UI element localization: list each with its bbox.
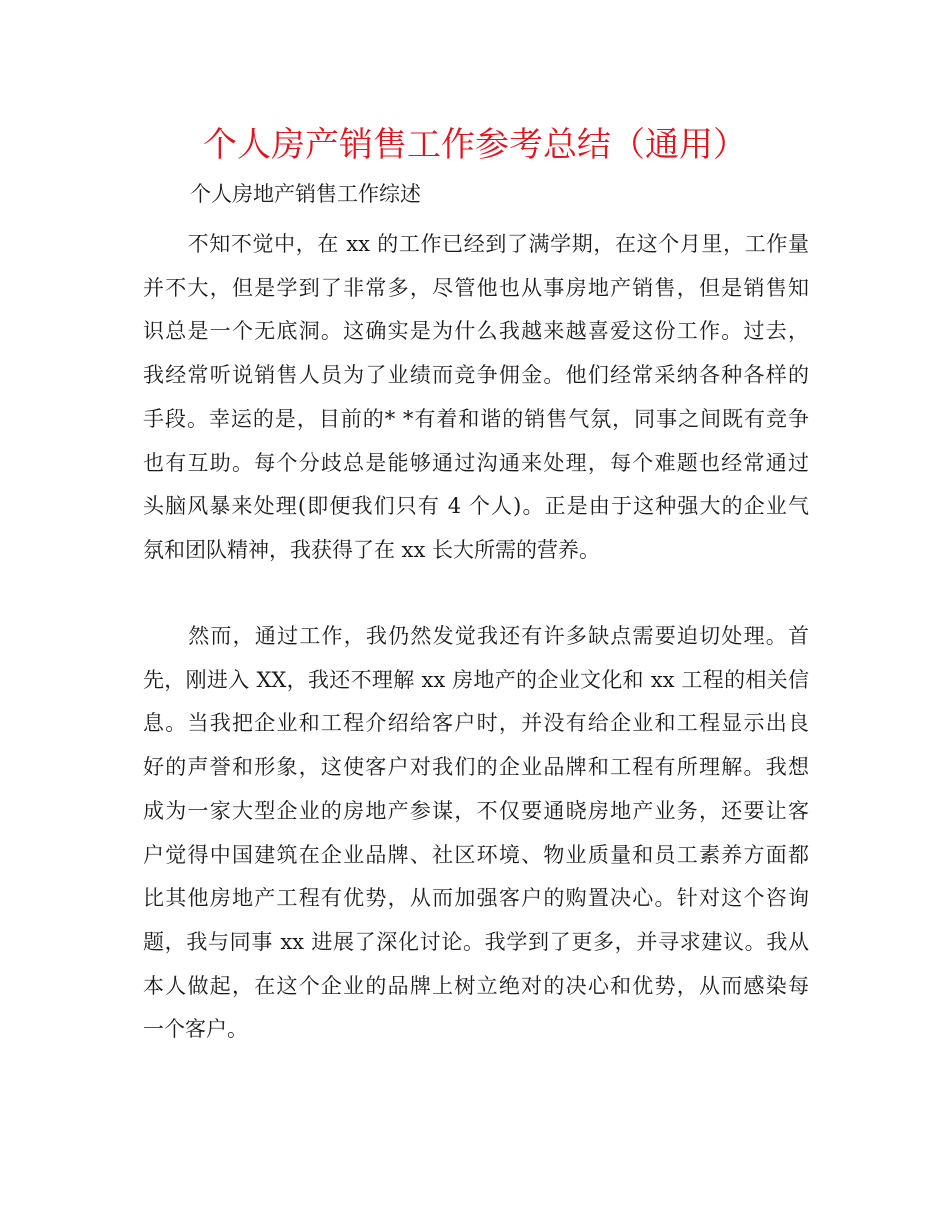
document-subtitle: 个人房地产销售工作综述 (190, 182, 421, 206)
paragraph-line: 比其他房地产工程有优势，从而加强客户的购置决心。针对这个咨询 (143, 886, 809, 911)
paragraph-line: 识总是一个无底洞。这确实是为什么我越来越喜爱这份工作。过去， (143, 319, 809, 344)
paragraph-line: 一个客户。 (143, 1017, 248, 1042)
paragraph-line: 然而，通过工作，我仍然发觉我还有许多缺点需要迫切处理。首 (187, 624, 809, 648)
paragraph-line: 成为一家大型企业的房地产参谋，不仅要通晓房地产业务，还要让客 (143, 798, 809, 823)
paragraph-line: 手段。幸运的是，目前的* *有着和谐的销售气氛，同事之间既有竞争 (143, 406, 809, 431)
paragraph-line: 好的声誉和形象，这使客户对我们的企业品牌和工程有所理解。我想 (143, 755, 809, 780)
paragraph-line: 不知不觉中，在 xx 的工作已经到了满学期，在这个月里，工作量 (187, 232, 809, 256)
paragraph-2 (143, 615, 809, 1052)
paragraph-line: 息。当我把企业和工程介绍给客户时，并没有给企业和工程显示出良 (143, 711, 809, 736)
paragraph-line: 题，我与同事 xx 进展了深化讨论。我学到了更多，并寻求建议。我从 (143, 929, 809, 954)
paragraph-1 (143, 223, 809, 573)
document-title: 个人房产销售工作参考总结（通用） (203, 125, 747, 165)
paragraph-line: 户觉得中国建筑在企业品牌、社区环境、物业质量和员工素养方面都 (143, 842, 809, 867)
paragraph-line: 并不大，但是学到了非常多，尽管他也从事房地产销售，但是销售知 (143, 275, 809, 300)
paragraph-line: 也有互助。每个分歧总是能够通过沟通来处理，每个难题也经常通过 (143, 450, 809, 475)
paragraph-line: 氛和团队精神，我获得了在 xx 长大所需的营养。 (143, 537, 601, 562)
paragraph-line: 先，刚进入 XX，我还不理解 xx 房地产的企业文化和 xx 工程的相关信 (143, 667, 809, 692)
paragraph-line: 我经常听说销售人员为了业绩而竞争佣金。他们经常采纳各种各样的 (143, 363, 809, 388)
paragraph-line: 本人做起，在这个企业的品牌上树立绝对的决心和优势，从而感染每 (143, 973, 809, 998)
paragraph-line: 头脑风暴来处理(即便我们只有 4 个人)。正是由于这种强大的企业气 (143, 494, 809, 519)
